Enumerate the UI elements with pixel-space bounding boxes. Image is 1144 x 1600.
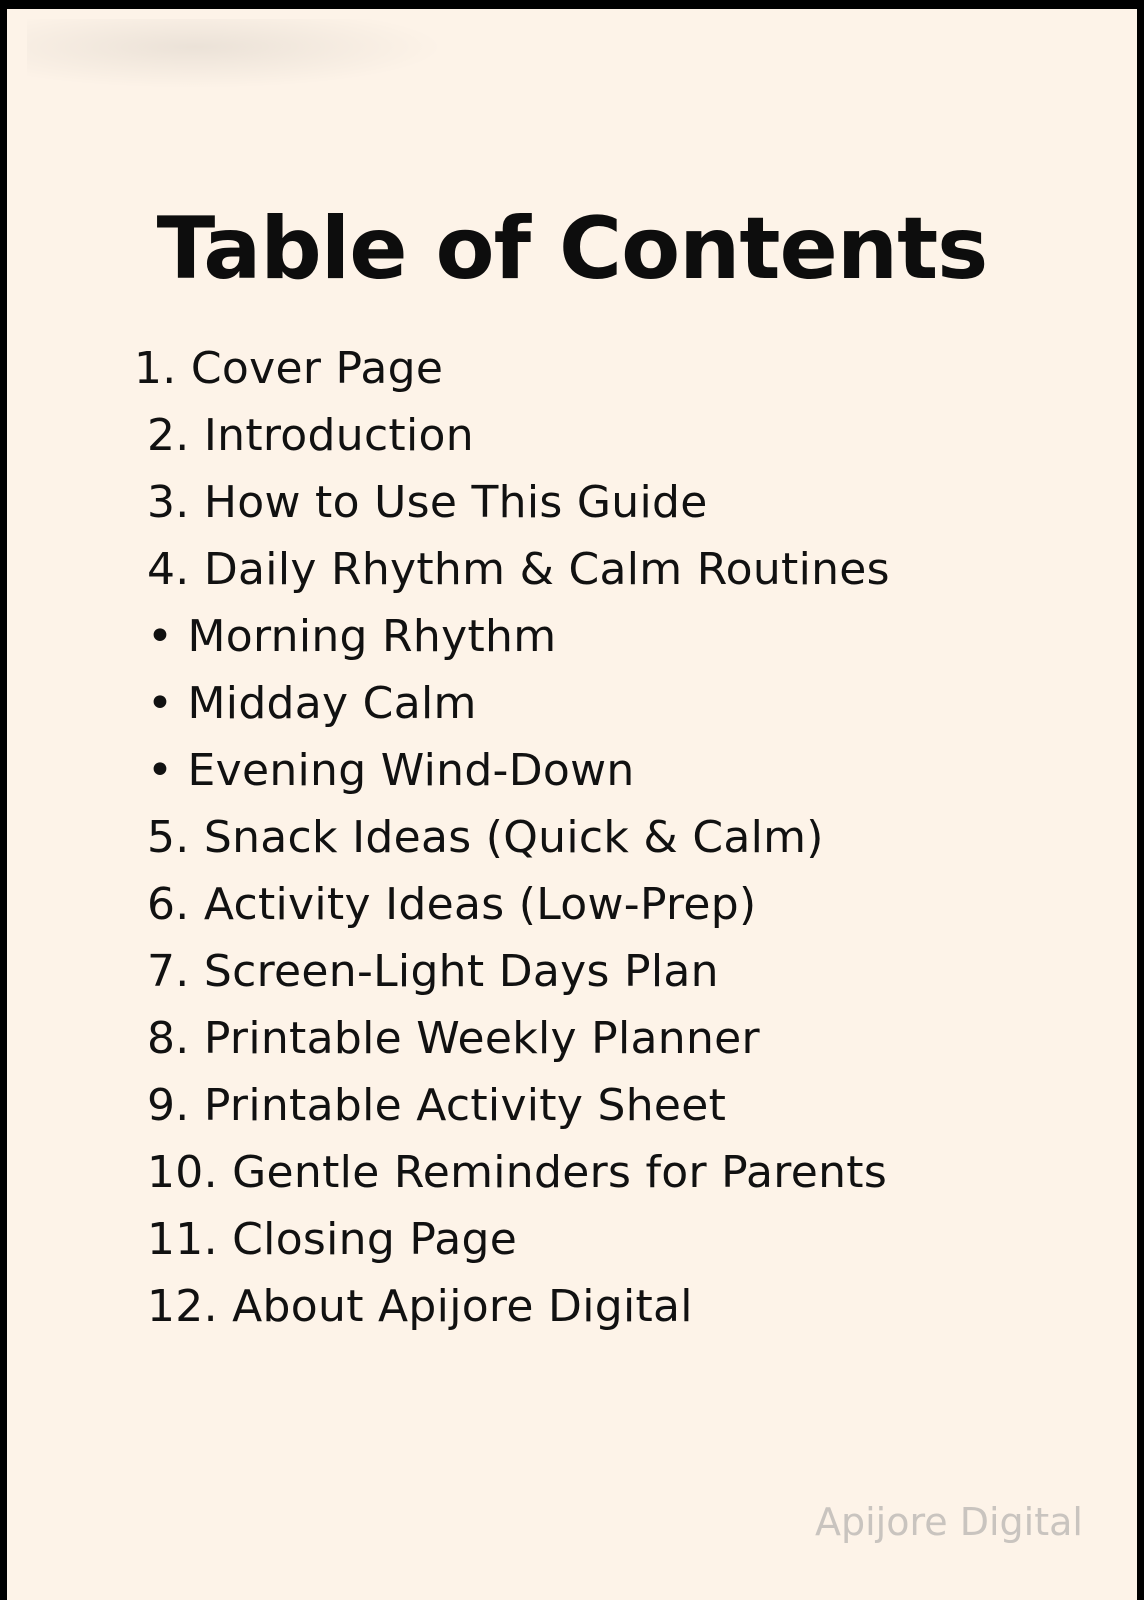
- toc-item-introduction: 2. Introduction: [147, 410, 474, 461]
- toc-subitem-midday-calm: • Midday Calm: [147, 678, 477, 729]
- toc-item-gentle-reminders: 10. Gentle Reminders for Parents: [147, 1147, 888, 1198]
- toc-item-snack-ideas: 5. Snack Ideas (Quick & Calm): [147, 812, 824, 863]
- toc-item-how-to-use: 3. How to Use This Guide: [147, 477, 708, 528]
- toc-subitem-evening-wind-down: • Evening Wind-Down: [147, 745, 635, 796]
- document-page: [7, 9, 1137, 1600]
- toc-item-weekly-planner: 8. Printable Weekly Planner: [147, 1013, 760, 1064]
- toc-item-about: 12. About Apijore Digital: [147, 1281, 693, 1332]
- brand-watermark: Apijore Digital: [815, 1500, 1083, 1544]
- toc-item-activity-ideas: 6. Activity Ideas (Low-Prep): [147, 879, 757, 930]
- toc-item-closing-page: 11. Closing Page: [147, 1214, 518, 1265]
- page-shadow: [27, 19, 447, 89]
- toc-item-cover-page: 1. Cover Page: [134, 343, 444, 394]
- toc-subitem-morning-rhythm: • Morning Rhythm: [147, 611, 557, 662]
- toc-item-screen-light-days: 7. Screen-Light Days Plan: [147, 946, 719, 997]
- toc-item-activity-sheet: 9. Printable Activity Sheet: [147, 1080, 727, 1131]
- toc-item-daily-rhythm: 4. Daily Rhythm & Calm Routines: [147, 544, 890, 595]
- page-title: Table of Contents: [156, 199, 988, 299]
